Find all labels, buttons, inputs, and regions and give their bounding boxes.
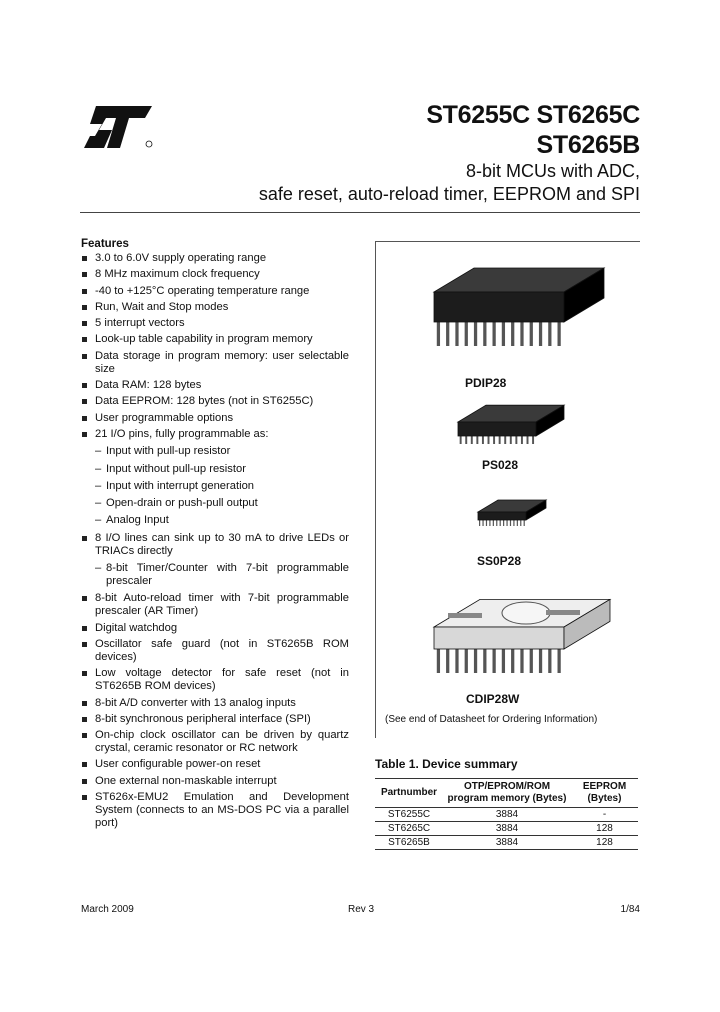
feature-text: 3.0 to 6.0V supply operating range bbox=[95, 252, 267, 264]
feature-subitem bbox=[81, 480, 349, 493]
pso28-chip-icon bbox=[458, 405, 564, 444]
package-illustrations bbox=[376, 242, 639, 712]
feature-item bbox=[81, 667, 349, 693]
feature-subitem-text: Input with interrupt generation bbox=[106, 479, 255, 492]
table-caption: Table 1. Device summary bbox=[375, 757, 518, 771]
dash-icon: – bbox=[95, 514, 102, 527]
dash-icon: – bbox=[95, 462, 102, 475]
bullet-icon bbox=[82, 305, 87, 310]
feature-subitem bbox=[81, 514, 349, 527]
feature-item bbox=[81, 428, 349, 441]
feature-item bbox=[81, 532, 349, 558]
st-logo-icon bbox=[82, 104, 154, 150]
bullet-icon bbox=[82, 671, 87, 676]
bullet-icon bbox=[82, 272, 87, 277]
feature-text: Data storage in program memory: user selectable size bbox=[95, 349, 349, 375]
title-line-2: ST6265B bbox=[536, 131, 640, 159]
package-label-cdip28w: CDIP28W bbox=[466, 692, 520, 706]
feature-item bbox=[81, 333, 349, 346]
bullet-icon bbox=[82, 717, 87, 722]
feature-item bbox=[81, 379, 349, 392]
feature-item bbox=[81, 791, 349, 830]
package-label-pso28: PS028 bbox=[482, 458, 519, 472]
feature-item bbox=[81, 301, 349, 314]
cell-eeprom: 128 bbox=[571, 836, 638, 850]
feature-text: User configurable power-on reset bbox=[95, 758, 261, 771]
document-title bbox=[426, 100, 640, 160]
bullet-icon bbox=[82, 596, 87, 601]
feature-subitem-text: Open-drain or push-pull output bbox=[106, 497, 258, 510]
device-summary-table bbox=[375, 778, 638, 850]
feature-subitem-text: 8-bit Timer/Counter with 7-bit programmable prescaler bbox=[106, 562, 349, 588]
cell-partnumber: ST6265B bbox=[375, 836, 443, 850]
table-row bbox=[375, 836, 638, 850]
feature-text: On-chip clock oscillator can be driven by quartz crystal, ceramic resonator or RC network bbox=[95, 729, 349, 755]
bullet-icon bbox=[82, 733, 87, 738]
dash-icon: – bbox=[95, 479, 102, 492]
bullet-icon bbox=[82, 762, 87, 767]
feature-text: 8-bit synchronous peripheral interface (SPI) bbox=[95, 712, 311, 725]
feature-item bbox=[81, 638, 349, 664]
footer-page-number: 1/84 bbox=[620, 904, 640, 915]
footer-revision: Rev 3 bbox=[348, 904, 375, 915]
table-row bbox=[375, 808, 638, 822]
subtitle-line-2: safe reset, auto-reload timer, EEPROM and SPI bbox=[258, 184, 640, 204]
feature-text: Run, Wait and Stop modes bbox=[95, 300, 229, 313]
features-list bbox=[81, 252, 349, 830]
feature-subitem bbox=[81, 562, 349, 588]
feature-item bbox=[81, 268, 349, 281]
bullet-icon bbox=[82, 289, 87, 294]
dash-icon: – bbox=[95, 497, 102, 510]
feature-text: Look-up table capability in program memory bbox=[95, 333, 313, 346]
feature-subitem-text: Input with pull-up resistor bbox=[106, 445, 231, 458]
feature-item bbox=[81, 317, 349, 330]
package-label-pdip28: PDIP28 bbox=[465, 376, 507, 390]
dash-icon: – bbox=[95, 562, 102, 575]
bullet-icon bbox=[82, 432, 87, 437]
bullet-icon bbox=[82, 354, 87, 359]
bullet-icon bbox=[82, 701, 87, 706]
dash-icon: – bbox=[95, 445, 102, 458]
bullet-icon bbox=[82, 399, 87, 404]
ssop28-chip-icon bbox=[478, 500, 546, 526]
cell-program-memory: 3884 bbox=[443, 836, 571, 850]
table-row bbox=[375, 822, 638, 836]
bullet-icon bbox=[82, 256, 87, 261]
cdip28w-chip-icon bbox=[434, 599, 610, 673]
cell-partnumber: ST6265C bbox=[375, 822, 443, 836]
feature-subitem-text: Input without pull-up resistor bbox=[106, 462, 246, 475]
bullet-icon bbox=[82, 536, 87, 541]
package-label-ssop28: SS0P28 bbox=[477, 554, 522, 568]
feature-text: 5 interrupt vectors bbox=[95, 317, 185, 330]
bullet-icon bbox=[82, 779, 87, 784]
subtitle-line-1: 8-bit MCUs with ADC, bbox=[465, 161, 640, 181]
feature-item bbox=[81, 285, 349, 298]
feature-text: Data EEPROM: 128 bytes (not in ST6255C) bbox=[95, 395, 314, 408]
cell-eeprom: 128 bbox=[571, 822, 638, 836]
feature-item bbox=[81, 252, 349, 265]
feature-subitem bbox=[81, 445, 349, 458]
feature-text: One external non-maskable interrupt bbox=[95, 774, 277, 787]
cell-program-memory: 3884 bbox=[443, 822, 571, 836]
bullet-icon bbox=[82, 642, 87, 647]
feature-subitem bbox=[81, 463, 349, 476]
feature-text: 8 MHz maximum clock frequency bbox=[95, 268, 260, 281]
cell-partnumber: ST6255C bbox=[375, 808, 443, 822]
bullet-icon bbox=[82, 383, 87, 388]
footer-date: March 2009 bbox=[81, 904, 134, 915]
cell-eeprom: - bbox=[571, 808, 638, 822]
cell-program-memory: 3884 bbox=[443, 808, 571, 822]
feature-item bbox=[81, 395, 349, 408]
feature-subitem-text: Analog Input bbox=[106, 514, 169, 527]
feature-text: 8-bit Auto-reload timer with 7-bit programmable prescaler (AR Timer) bbox=[95, 592, 349, 618]
feature-text: 8 I/O lines can sink up to 30 mA to drive LEDs or TRIACs directly bbox=[95, 531, 349, 557]
feature-item bbox=[81, 775, 349, 788]
feature-subitem bbox=[81, 497, 349, 510]
feature-text: Low voltage detector for safe reset (not in ST6265B ROM devices) bbox=[95, 667, 349, 693]
feature-item bbox=[81, 729, 349, 755]
features-heading: Features bbox=[81, 238, 129, 250]
feature-text: 8-bit A/D converter with 13 analog inputs bbox=[95, 696, 296, 709]
document-subtitle bbox=[259, 160, 640, 206]
title-line-1: ST6255C ST6265C bbox=[426, 101, 640, 129]
table-header-row bbox=[375, 779, 638, 808]
feature-item bbox=[81, 697, 349, 710]
header-program-memory: OTP/EPROM/ROM program memory (Bytes) bbox=[443, 779, 571, 808]
feature-text: Digital watchdog bbox=[95, 621, 178, 634]
ordering-info-note: (See end of Datasheet for Ordering Information) bbox=[385, 714, 598, 725]
feature-text: ST626x-EMU2 Emulation and Development System (connects to an MS-DOS PC via a parallel port) bbox=[95, 791, 349, 830]
feature-item bbox=[81, 350, 349, 376]
feature-item bbox=[81, 622, 349, 635]
bullet-icon bbox=[82, 795, 87, 800]
feature-text: Oscillator safe guard (not in ST6265B ROM devices) bbox=[95, 637, 349, 663]
feature-item bbox=[81, 412, 349, 425]
feature-text: -40 to +125°C operating temperature range bbox=[95, 284, 310, 297]
features-section bbox=[81, 238, 349, 833]
feature-item bbox=[81, 713, 349, 726]
feature-text: Data RAM: 128 bytes bbox=[95, 379, 202, 392]
feature-item bbox=[81, 758, 349, 771]
pdip28-chip-icon bbox=[434, 268, 604, 346]
header-eeprom: EEPROM (Bytes) bbox=[571, 779, 638, 808]
bullet-icon bbox=[82, 321, 87, 326]
feature-item bbox=[81, 592, 349, 618]
header-partnumber: Partnumber bbox=[375, 779, 443, 808]
feature-text: 21 I/O pins, fully programmable as: bbox=[95, 427, 269, 440]
feature-text: User programmable options bbox=[95, 411, 234, 424]
header-divider bbox=[80, 212, 640, 213]
bullet-icon bbox=[82, 337, 87, 342]
bullet-icon bbox=[82, 416, 87, 421]
bullet-icon bbox=[82, 626, 87, 631]
